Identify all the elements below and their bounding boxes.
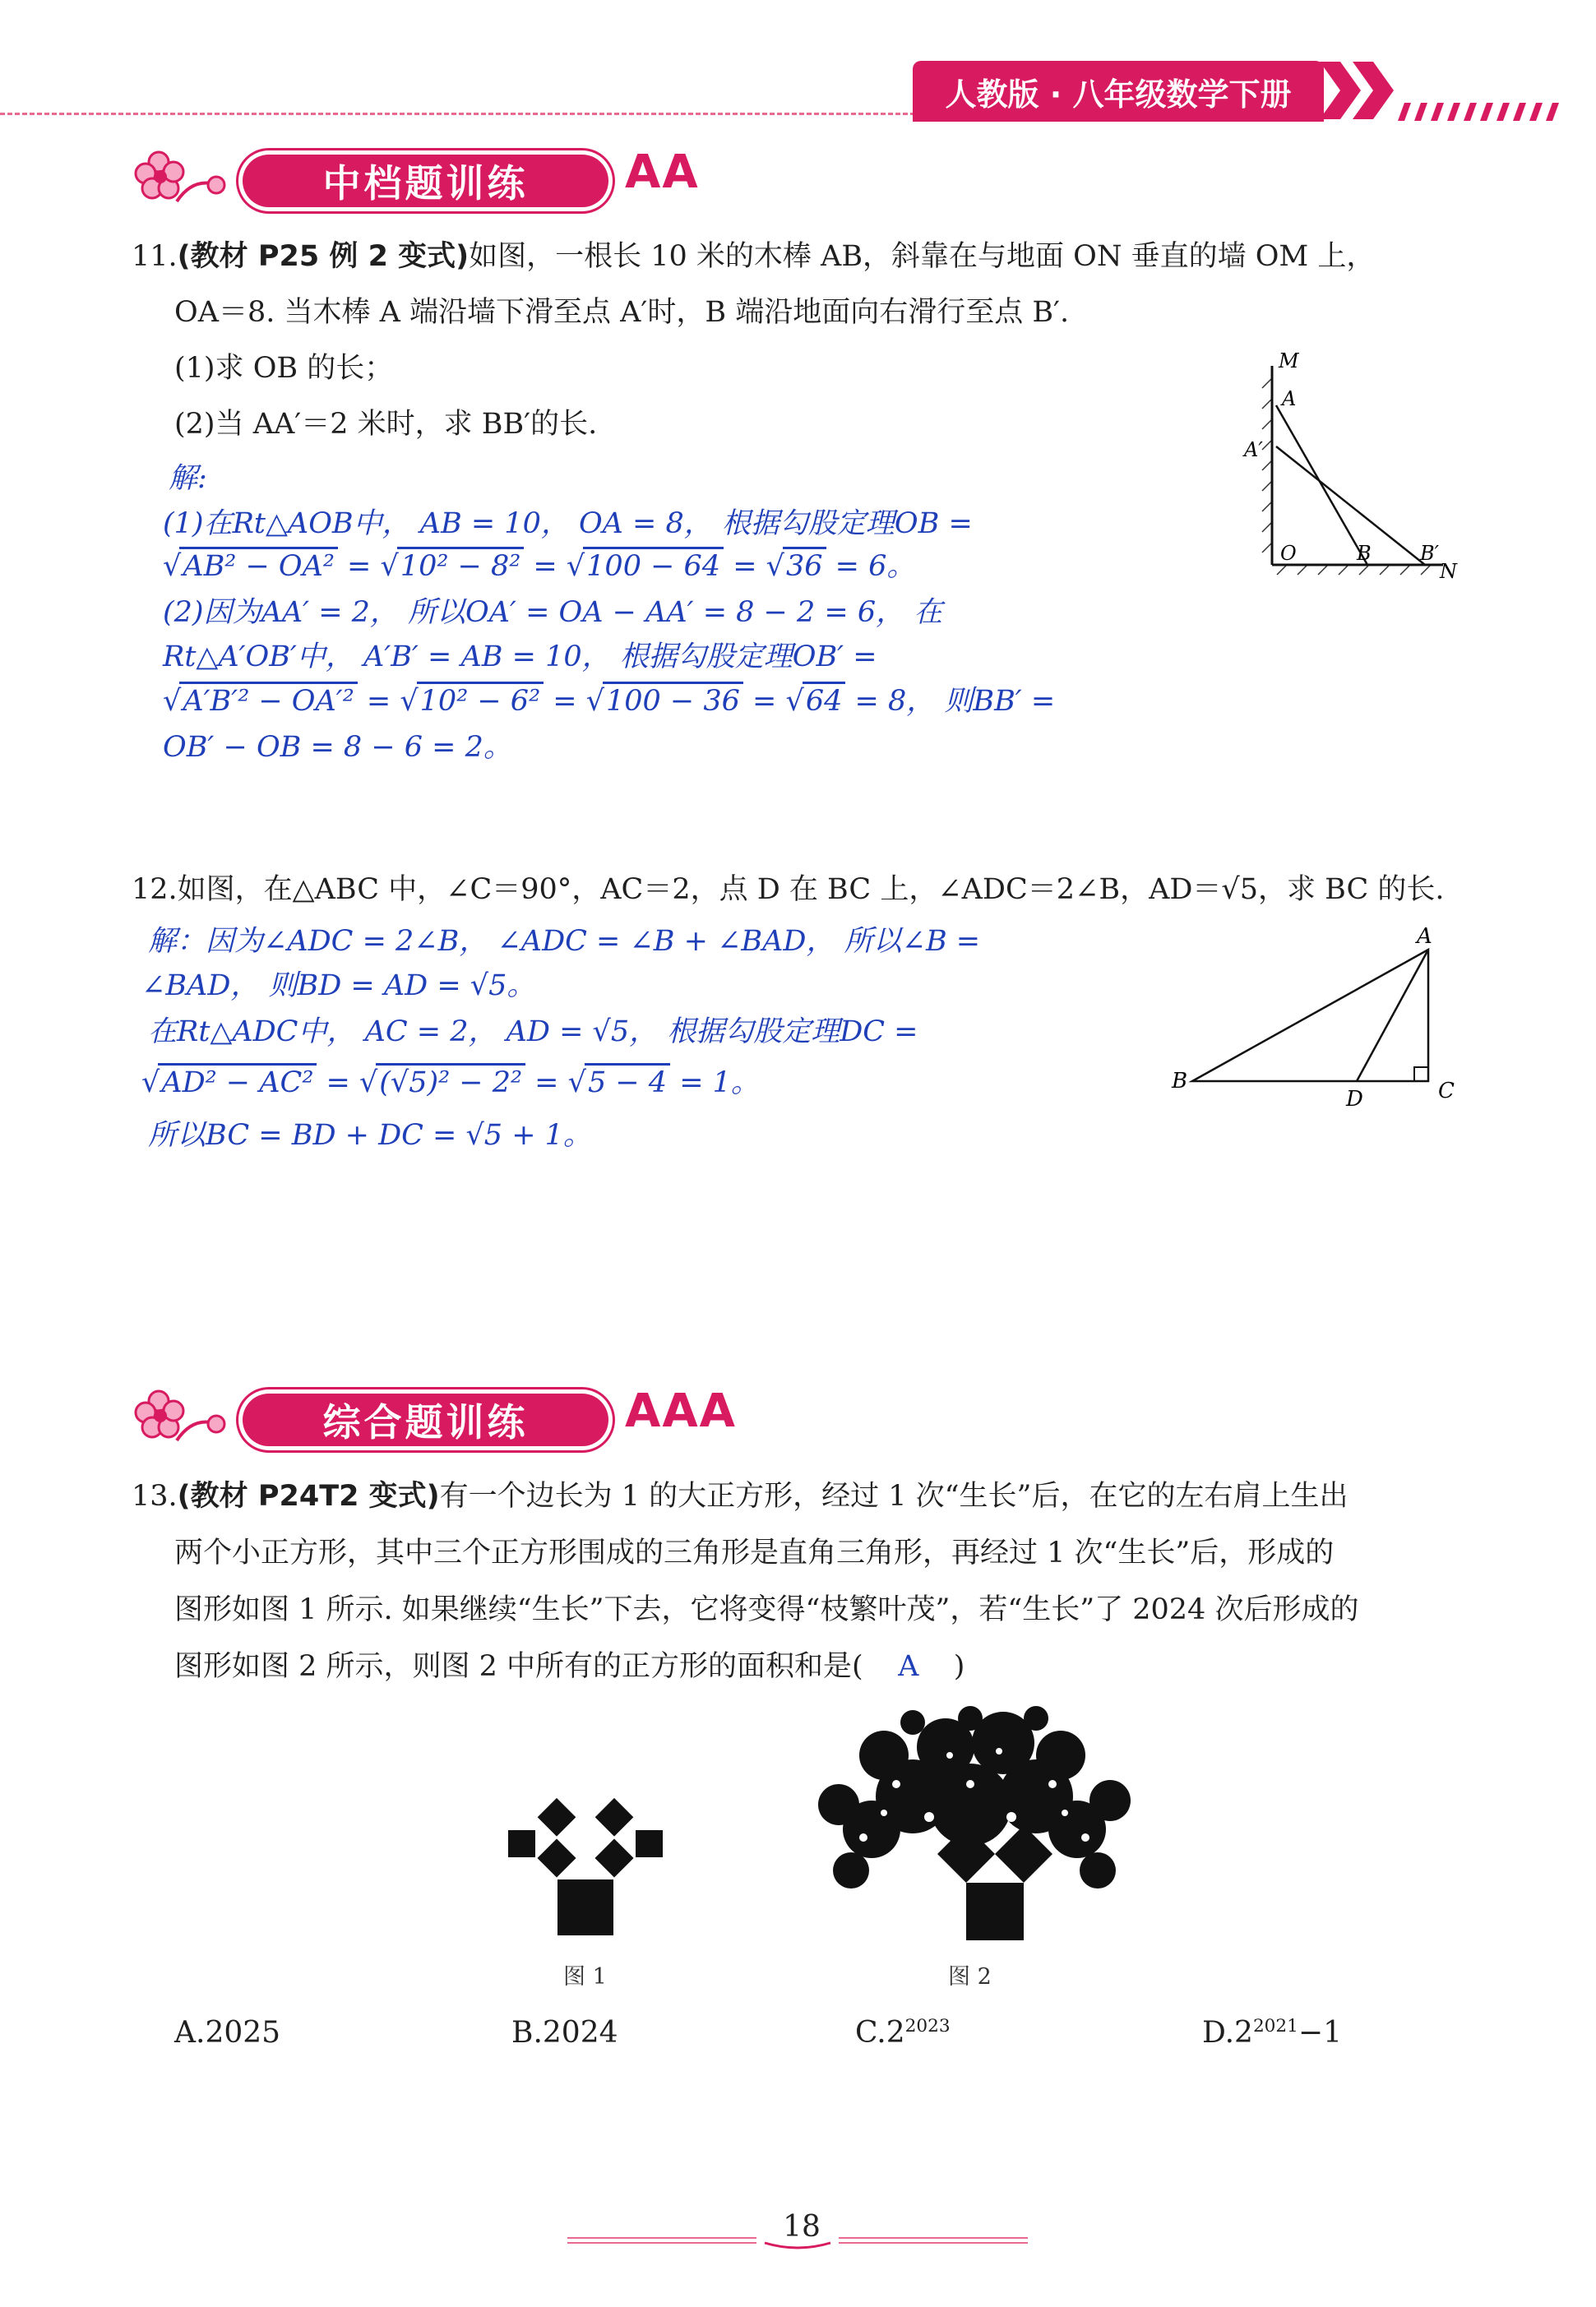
chevron-right-icon [1320, 58, 1402, 123]
q13-line2: 两个小正方形，其中三个正方形围成的三角形是直角三角形，再经过 1 次“生长”后，形成的 [174, 1537, 1335, 1570]
radicand: 100 − 64 [583, 547, 724, 584]
choice-base: 2 [1234, 2016, 1253, 2050]
section-level: AA [625, 146, 700, 199]
q11-answer-line3: (2)因为AA′ = 2， 所以OA′ = OA − AA′ = 8 − 2 = 6， 在 [163, 596, 943, 629]
q12-line [132, 862, 1480, 918]
result: = 8， 则BB′ = [854, 685, 1056, 718]
q12-answer-line1: 解：因为∠ADC = 2∠B， ∠ADC = ∠B + ∠BAD， 所以∠B = [148, 925, 981, 958]
q11-line2: OA＝8. 当木棒 A 端沿墙下滑至点 A′时，B 端沿地面向右滑行至点 B′. [174, 296, 1070, 329]
choice-d [1202, 2016, 1342, 2050]
section-level: AAA [625, 1385, 738, 1438]
q11-answer-line4: Rt△A′OB′中， A′B′ = AB = 10， 根据勾股定理OB′ = [163, 640, 877, 673]
q12-number: 12. [132, 873, 178, 906]
page-number: 18 [783, 2210, 821, 2244]
q13-text1: 有一个边长为 1 的大正方形，经过 1 次“生长”后，在它的左右肩上生出 [439, 1480, 1349, 1513]
q11-part2: (2)当 AA′＝2 米时，求 BB′的长. [174, 408, 598, 441]
figure-2-caption: 图 2 [948, 1964, 992, 1990]
q11-answer-line1: (1)在Rt△AOB中， AB = 10， OA = 8， 根据勾股定理OB = [163, 507, 973, 540]
section-banner-medium [127, 144, 719, 218]
choice-label: D. [1202, 2016, 1235, 2050]
choice-tail: −1 [1298, 2016, 1342, 2050]
choice-label: A. [174, 2016, 206, 2050]
choice-label: C. [855, 2016, 886, 2050]
radicand: AB² − OA² [179, 547, 338, 584]
choice-label: B. [511, 2016, 543, 2050]
label-M: M [1279, 349, 1299, 372]
label-C: C [1438, 1079, 1455, 1103]
choice-b [511, 2016, 618, 2050]
pythagoras-tree-figure-1 [489, 1792, 678, 1940]
label-B-prime: B′ [1420, 542, 1440, 565]
q11-answer-line2: √AB² − OA² = √10² − 8² = √100 − 64 = √36 = 6。 [163, 544, 915, 589]
q11-ladder-figure [1229, 349, 1476, 588]
q13-line1 [132, 1468, 1480, 1524]
radicand: 10² − 6² [417, 682, 544, 719]
q11-source: (教材 P25 例 2 变式) [177, 240, 470, 273]
radicand: (√5)² − 2² [376, 1063, 525, 1100]
q12-answer-line2: ∠BAD， 则BD = AD = √5。 [141, 969, 536, 1002]
section-banner-comprehensive [127, 1383, 752, 1457]
radicand: A′B′² − OA′² [179, 682, 357, 719]
q13-number: 13. [132, 1480, 178, 1513]
choice-base: 2 [886, 2016, 905, 2050]
q11-answer-line6: OB′ − OB = 8 − 6 = 2。 [163, 731, 512, 764]
label-B: B [1357, 542, 1372, 565]
q13-answer: A [898, 1650, 919, 1683]
q12-answer-line4: √AD² − AC² = √(√5)² − 2² = √5 − 4 = 1。 [141, 1061, 760, 1106]
radicand: 100 − 36 [603, 682, 743, 719]
q13-line4 [174, 1639, 1325, 1694]
q13-text4: 图形如图 2 所示，则图 2 中所有的正方形的面积和是( [174, 1650, 863, 1683]
q13-source: (教材 P24T2 变式) [177, 1480, 440, 1513]
choice-c [855, 2016, 951, 2050]
q11-number: 11. [132, 240, 178, 273]
q11-answer-label: 解: [169, 462, 207, 495]
pythagoras-tree-figure-2 [806, 1706, 1135, 1940]
q11-answer-line5: √A′B′² − OA′² = √10² − 6² = √100 − 36 = √64 = 8， 则BB′ = [163, 679, 1055, 724]
label-N: N [1440, 560, 1457, 583]
section-title: 中档题训练 [238, 150, 613, 211]
radicand: 10² − 8² [397, 547, 524, 584]
section-title: 综合题训练 [238, 1389, 613, 1450]
q11-text1: 如图，一根长 10 米的木棒 AB，斜靠在与地面 ON 垂直的墙 OM 上， [469, 240, 1376, 273]
choice-value: 2024 [542, 2016, 618, 2050]
header-stripes [1398, 103, 1562, 121]
q13-close-paren: ) [953, 1650, 965, 1683]
flower-icon [127, 144, 234, 218]
label-A-prime: A′ [1244, 438, 1263, 461]
q11-line1 [132, 229, 1480, 284]
q12-answer-line3: 在Rt△ADC中， AC = 2， AD = √5， 根据勾股定理DC = [148, 1015, 918, 1048]
q13-line3: 图形如图 1 所示. 如果继续“生长”下去，它将变得“枝繁叶茂”，若“生长”了 2024 次后形成的 [174, 1593, 1359, 1626]
header-title: 人教版 · 八年级数学下册 [913, 61, 1324, 122]
label-A: A [1417, 925, 1432, 949]
radicand: AD² − AC² [158, 1063, 317, 1100]
result: = 6。 [835, 550, 916, 583]
label-B: B [1172, 1069, 1188, 1093]
figure-1-caption: 图 1 [563, 1964, 607, 1990]
result: = 1。 [679, 1066, 760, 1099]
label-D: D [1346, 1087, 1363, 1112]
flower-icon [127, 1383, 234, 1457]
label-O: O [1280, 542, 1297, 565]
header-dashed-line [0, 113, 937, 115]
choice-exponent: 2021 [1252, 2016, 1298, 2037]
choice-a [174, 2016, 280, 2050]
q12-triangle-figure [1163, 925, 1476, 1122]
radicand: 5 − 4 [585, 1063, 670, 1100]
radicand: 64 [803, 682, 846, 719]
q12-answer-line5: 所以BC = BD + DC = √5 + 1。 [148, 1119, 592, 1152]
choice-value: 2025 [205, 2016, 281, 2050]
q12-text: 如图，在△ABC 中，∠C＝90°，AC＝2，点 D 在 BC 上，∠ADC＝2∠B，AD＝√5，求 BC 的长. [177, 873, 1445, 906]
label-A: A [1282, 387, 1297, 410]
q11-part1: (1)求 OB 的长； [174, 352, 394, 385]
radicand: 36 [783, 547, 826, 584]
choice-exponent: 2023 [904, 2016, 951, 2037]
